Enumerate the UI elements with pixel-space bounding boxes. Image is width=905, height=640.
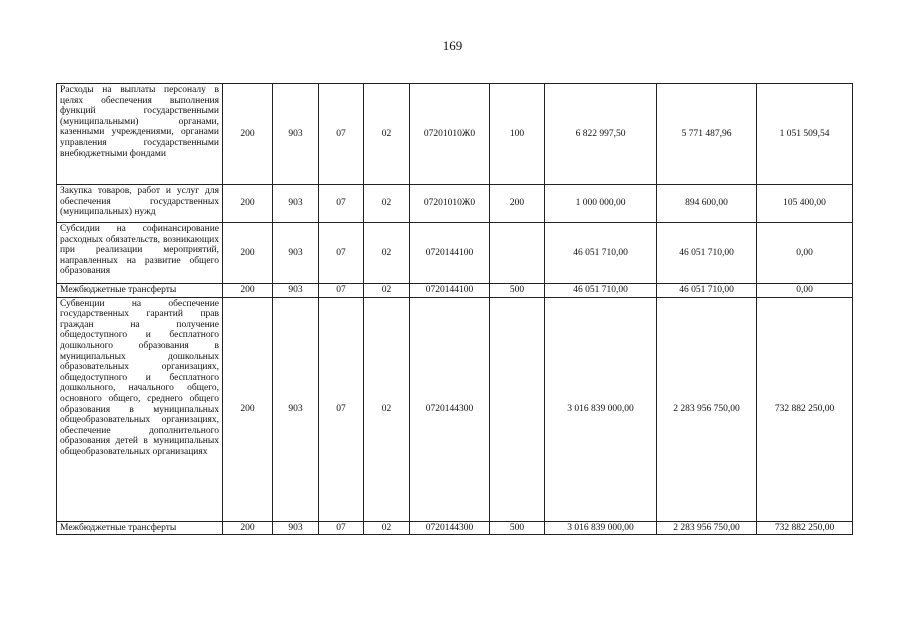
- remaining-amount-cell: 732 882 250,00: [757, 297, 853, 521]
- code-cell: 200: [223, 84, 273, 185]
- subsection-cell: 02: [364, 185, 410, 223]
- remaining-amount-cell: 1 051 509,54: [757, 84, 853, 185]
- subsection-cell: 02: [364, 521, 410, 535]
- ministry-code-cell: 903: [273, 521, 319, 535]
- code-cell: 200: [223, 284, 273, 298]
- section-cell: 07: [319, 521, 364, 535]
- remaining-amount-cell: 0,00: [757, 223, 853, 284]
- row-description: Закупка товаров, работ и услуг для обеспечения государственных (муниципальных) нужд: [57, 185, 223, 223]
- table-row: [57, 284, 853, 298]
- table-row: [57, 521, 853, 535]
- page-number: 169: [442, 38, 463, 53]
- target-article-cell: 07201010Ж0: [410, 84, 490, 185]
- remaining-amount-cell: 0,00: [757, 284, 853, 298]
- executed-amount-cell: 5 771 487,96: [657, 84, 757, 185]
- code-cell: 200: [223, 185, 273, 223]
- planned-amount-cell: 46 051 710,00: [545, 284, 657, 298]
- remaining-amount-cell: 105 400,00: [757, 185, 853, 223]
- planned-amount-cell: 1 000 000,00: [545, 185, 657, 223]
- code-cell: 200: [223, 521, 273, 535]
- target-article-cell: 07201010Ж0: [410, 185, 490, 223]
- budget-table: [56, 83, 853, 535]
- ministry-code-cell: 903: [273, 284, 319, 298]
- executed-amount-cell: 2 283 956 750,00: [657, 521, 757, 535]
- executed-amount-cell: 46 051 710,00: [657, 223, 757, 284]
- planned-amount-cell: 6 822 997,50: [545, 84, 657, 185]
- executed-amount-cell: 2 283 956 750,00: [657, 297, 757, 521]
- ministry-code-cell: 903: [273, 185, 319, 223]
- expense-type-cell: 500: [490, 284, 545, 298]
- subsection-cell: 02: [364, 284, 410, 298]
- planned-amount-cell: 46 051 710,00: [545, 223, 657, 284]
- table-row: [57, 223, 853, 284]
- section-cell: 07: [319, 297, 364, 521]
- table-row: [57, 84, 853, 185]
- table-row: [57, 297, 853, 521]
- subsection-cell: 02: [364, 84, 410, 185]
- row-description: Субсидии на софинансирование расходных обязательств, возникающих при реализации мероприятий, направленных на развитие общего образования: [57, 223, 223, 284]
- target-article-cell: 0720144100: [410, 223, 490, 284]
- expense-type-cell: [490, 297, 545, 521]
- subsection-cell: 02: [364, 297, 410, 521]
- row-description: Межбюджетные трансферты: [57, 284, 223, 298]
- section-cell: 07: [319, 185, 364, 223]
- expense-type-cell: [490, 223, 545, 284]
- ministry-code-cell: 903: [273, 297, 319, 521]
- section-cell: 07: [319, 223, 364, 284]
- row-description: Расходы на выплаты персоналу в целях обеспечения выполнения функций государственными (муниципальными) органами, казенными учреждениями, органами управления государственными внебюджетными фондами: [57, 84, 223, 185]
- table-row: [57, 185, 853, 223]
- code-cell: 200: [223, 297, 273, 521]
- remaining-amount-cell: 732 882 250,00: [757, 521, 853, 535]
- planned-amount-cell: 3 016 839 000,00: [545, 297, 657, 521]
- ministry-code-cell: 903: [273, 223, 319, 284]
- row-description: Межбюджетные трансферты: [57, 521, 223, 535]
- code-cell: 200: [223, 223, 273, 284]
- section-cell: 07: [319, 84, 364, 185]
- target-article-cell: 0720144300: [410, 521, 490, 535]
- expense-type-cell: 200: [490, 185, 545, 223]
- executed-amount-cell: 46 051 710,00: [657, 284, 757, 298]
- executed-amount-cell: 894 600,00: [657, 185, 757, 223]
- expense-type-cell: 100: [490, 84, 545, 185]
- target-article-cell: 0720144100: [410, 284, 490, 298]
- planned-amount-cell: 3 016 839 000,00: [545, 521, 657, 535]
- subsection-cell: 02: [364, 223, 410, 284]
- row-description: Субвенции на обеспечение государственных гарантий прав граждан на получение общедоступного и бесплатного дошкольного образования в муниципальных дошкольных образовательных организациях, общедоступного и бесплатного дошкольного, начального общего, основного общего, среднего общего образования в муниципальных общеобразовательных организациях, обеспечение дополнительного образования детей в муниципальных общеобразовательных организациях: [57, 297, 223, 521]
- section-cell: 07: [319, 284, 364, 298]
- ministry-code-cell: 903: [273, 84, 319, 185]
- expense-type-cell: 500: [490, 521, 545, 535]
- target-article-cell: 0720144300: [410, 297, 490, 521]
